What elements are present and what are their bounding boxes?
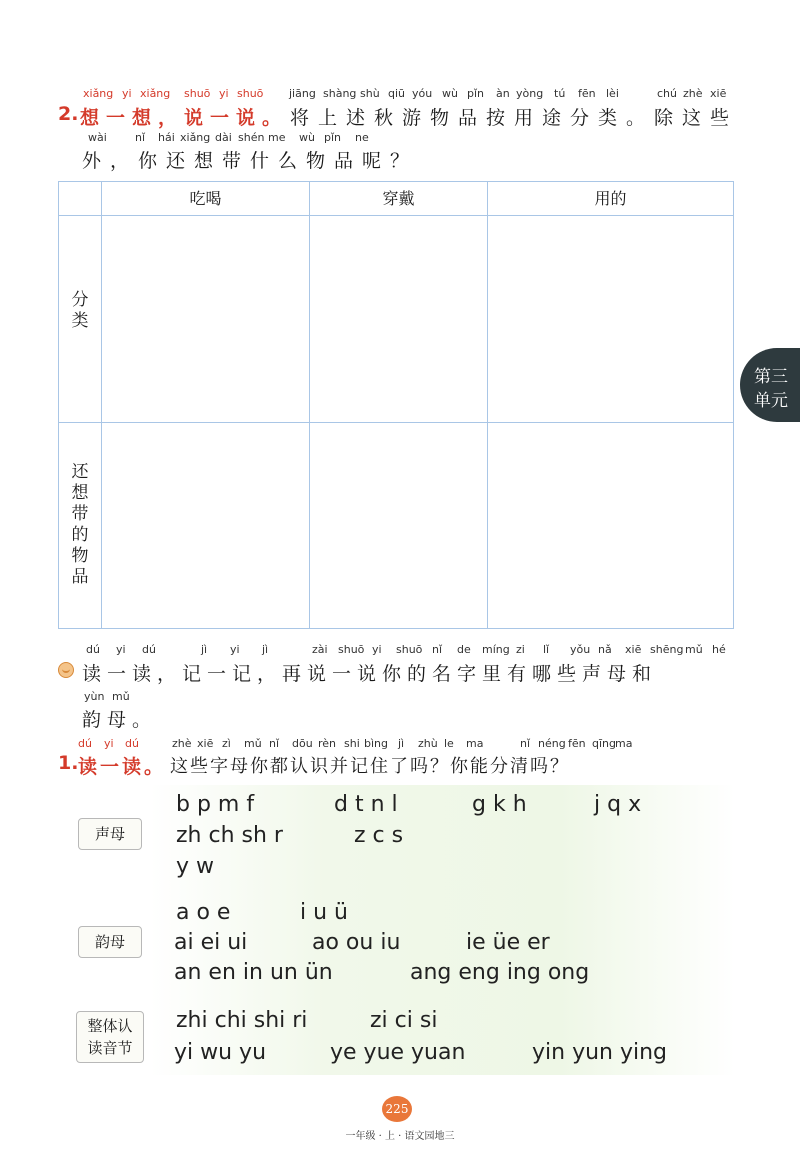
pinyin: yǒu — [570, 643, 591, 656]
pinyin: tú — [554, 87, 566, 100]
pinyin: wài — [88, 131, 107, 144]
pinyin: yi — [372, 643, 382, 656]
question-title: 想一想，说一说。 — [80, 107, 289, 129]
pinyin: mǔ — [685, 643, 703, 656]
pinyin: dú — [142, 643, 156, 656]
section-text: 韵母。 — [82, 709, 158, 731]
question-text: 外，你还想带什么物品呢？ — [82, 150, 419, 172]
pinyin: nǐ — [135, 131, 146, 144]
letter-group: a o e — [176, 900, 231, 925]
pinyin: yi — [116, 643, 126, 656]
answer-cell[interactable] — [102, 423, 309, 628]
yunmu-label: 韵母 — [78, 926, 142, 958]
pinyin: yi — [230, 643, 240, 656]
pinyin: hái — [158, 131, 175, 144]
pinyin: rèn — [318, 737, 337, 750]
pinyin: dú — [78, 737, 92, 750]
classification-table — [58, 181, 734, 629]
letter-group: ai ei ui — [174, 930, 248, 955]
row-label-text: 还 想 带 的 物 品 — [71, 462, 89, 587]
row-label-text: 分 类 — [71, 290, 89, 331]
pinyin: jiāng — [289, 87, 316, 100]
answer-cell[interactable] — [102, 216, 309, 422]
pinyin: zhè — [172, 737, 192, 750]
pinyin: zài — [312, 643, 328, 656]
letter-group: g k h — [472, 792, 527, 817]
pinyin: dú — [86, 643, 100, 656]
pinyin: fēn — [568, 737, 586, 750]
pinyin: xiē — [710, 87, 727, 100]
letter-group: y w — [176, 854, 215, 879]
pinyin: lǐ — [543, 643, 550, 656]
question-number: 2. — [58, 103, 79, 125]
pinyin: qīng — [592, 737, 616, 750]
pinyin: jì — [398, 737, 405, 750]
row-label-classify — [60, 290, 100, 332]
pinyin: pǐn — [467, 87, 485, 100]
pinyin: yóu — [412, 87, 433, 100]
pinyin: xiē — [625, 643, 642, 656]
answer-cell[interactable] — [488, 216, 733, 422]
letter-group: ang eng ing ong — [410, 960, 590, 985]
question-number: 1. — [58, 752, 79, 774]
pinyin: le — [444, 737, 454, 750]
letter-group: ao ou iu — [312, 930, 401, 955]
unit-tab-line2: 单元 — [754, 391, 788, 411]
pinyin: shàng — [323, 87, 357, 100]
table-header-use: 用的 — [594, 189, 627, 208]
pinyin: mǔ — [112, 690, 130, 703]
pinyin: zhè — [683, 87, 703, 100]
row-label-more-items — [60, 462, 100, 588]
pinyin: zì — [222, 737, 231, 750]
pinyin: dài — [215, 131, 232, 144]
pinyin: de — [457, 643, 471, 656]
pinyin: shēng — [650, 643, 684, 656]
pinyin: néng — [538, 737, 566, 750]
unit-tab-line1: 第三 — [754, 367, 788, 387]
pinyin: nǐ — [520, 737, 531, 750]
pinyin: hé — [712, 643, 726, 656]
letter-group: yin yun ying — [532, 1040, 668, 1065]
pinyin: zi — [516, 643, 525, 656]
pinyin: xiǎng — [83, 87, 114, 100]
question-text: 将上述秋游物品按用途分类。除这些 — [290, 107, 739, 129]
pinyin: bìng — [364, 737, 388, 750]
zhengti-label-line: 读音节 — [87, 1039, 133, 1057]
pinyin: nǎ — [598, 643, 612, 656]
pinyin: qiū — [388, 87, 406, 100]
pinyin: chú — [657, 87, 677, 100]
letter-group: zh ch sh r — [176, 823, 283, 848]
pinyin: xiǎng — [180, 131, 211, 144]
shengmu-label: 声母 — [78, 818, 142, 850]
letter-group: zi ci si — [370, 1008, 438, 1033]
zhengti-label — [76, 1011, 144, 1063]
pinyin: àn — [496, 87, 510, 100]
unit-tab — [740, 348, 800, 422]
letter-group: zhi chi shi ri — [176, 1008, 308, 1033]
pinyin: lèi — [606, 87, 619, 100]
pinyin: yòng — [516, 87, 544, 100]
table-header-eat-drink: 吃喝 — [189, 189, 222, 208]
pinyin: dú — [125, 737, 139, 750]
pinyin: ma — [615, 737, 633, 750]
pinyin: ma — [466, 737, 484, 750]
section-text: 读一读，记一记，再说一说你的名字里有哪些声母和 — [82, 663, 658, 685]
page-footer: 一年级 · 上 · 语文园地三 — [345, 1131, 455, 1142]
pinyin: zhù — [418, 737, 438, 750]
letter-group: z c s — [354, 823, 404, 848]
pinyin: shuō — [396, 643, 423, 656]
pinyin: me — [268, 131, 286, 144]
letter-group: an en in un ün — [174, 960, 333, 985]
pinyin: fēn — [578, 87, 596, 100]
pinyin: xiē — [197, 737, 214, 750]
pinyin: shuō — [237, 87, 264, 100]
letter-group: d t n l — [334, 792, 398, 817]
pinyin: yi — [122, 87, 132, 100]
pinyin: yi — [104, 737, 114, 750]
pinyin: ne — [355, 131, 369, 144]
pinyin: nǐ — [269, 737, 280, 750]
letter-group: b p m f — [176, 792, 255, 817]
answer-cell[interactable] — [488, 423, 733, 628]
letter-group: ie üe er — [466, 930, 550, 955]
pinyin: shén — [238, 131, 265, 144]
pinyin: pǐn — [324, 131, 342, 144]
letter-group: yi wu yu — [174, 1040, 267, 1065]
pinyin: mǔ — [244, 737, 262, 750]
answer-cell[interactable] — [310, 216, 487, 422]
pinyin: wù — [299, 131, 315, 144]
pinyin: nǐ — [432, 643, 443, 656]
pinyin: yi — [219, 87, 229, 100]
pinyin: míng — [482, 643, 510, 656]
zhengti-label-line: 整体认 — [87, 1017, 133, 1035]
pinyin: shù — [360, 87, 380, 100]
question-title: 读一读。 — [78, 756, 167, 778]
pinyin: shuō — [338, 643, 365, 656]
pinyin: yùn — [84, 690, 105, 703]
page-number: 225 — [382, 1096, 412, 1122]
pinyin: xiǎng — [140, 87, 171, 100]
letter-group: ye yue yuan — [330, 1040, 466, 1065]
pinyin: shuō — [184, 87, 211, 100]
pinyin: dōu — [292, 737, 313, 750]
pinyin: jì — [201, 643, 208, 656]
question-text: 这些字母你都认识并记住了吗？你能分清吗？ — [170, 756, 570, 777]
letter-group: i u ü — [300, 900, 348, 925]
pinyin: jì — [262, 643, 269, 656]
pinyin: shi — [344, 737, 360, 750]
section-face-icon — [58, 662, 74, 678]
table-header-wear: 穿戴 — [382, 189, 415, 208]
answer-cell[interactable] — [310, 423, 487, 628]
letter-group: j q x — [594, 792, 642, 817]
pinyin: wù — [442, 87, 458, 100]
